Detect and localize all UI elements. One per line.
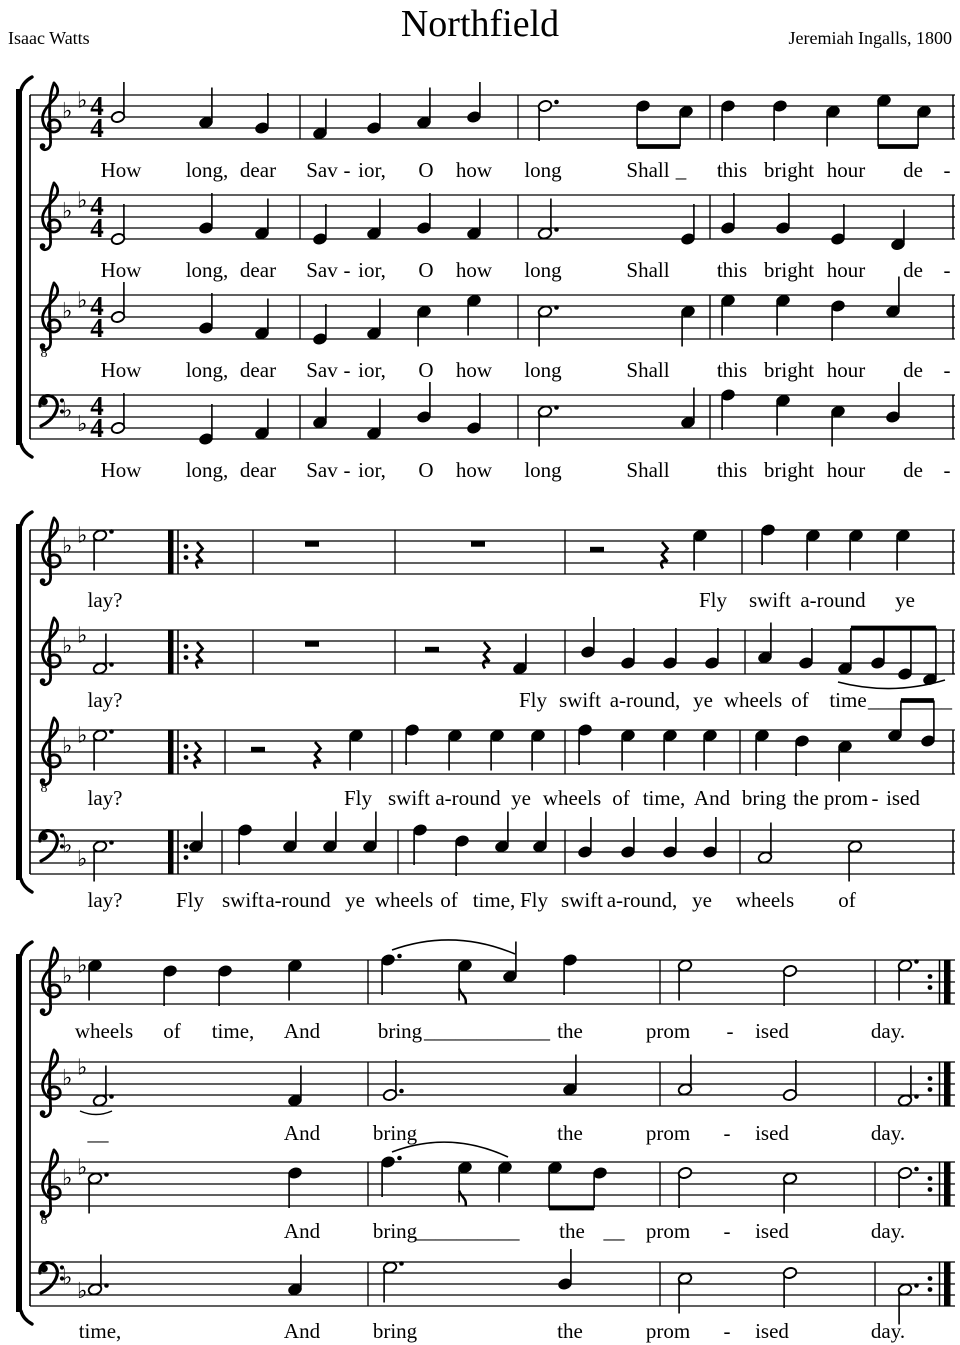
system-bracket [16,524,22,880]
lyric-syllable: a-round, [606,888,678,912]
time-signature: 4 [90,213,104,243]
lyric-syllable: How [100,458,142,482]
lyric-syllable: day. [870,1019,906,1043]
lyric-syllable: O [418,258,434,282]
treble-clef-icon [40,518,60,585]
lyric-syllable: wheels [74,1019,134,1043]
lyric-syllable: ye [692,888,712,912]
lyric-syllable: How [100,158,142,182]
lyric-syllable: lay? [87,688,123,712]
lyric-syllable: dear [239,158,277,182]
staff-bass [30,812,955,882]
lyric-syllable: Sav [306,258,338,282]
flat-sign-icon: ♭ [62,734,73,759]
lyric-syllable: long, [185,358,229,382]
lyric-syllable: time [829,688,867,712]
lyric-syllable: Shall [626,458,670,482]
lyric-syllable: ye [895,588,915,612]
flat-sign-icon: ♭ [77,847,88,872]
lyric-syllable: day. [870,1319,906,1343]
flat-sign-icon: ♭ [62,964,73,989]
lyric-syllable: wheels [735,888,795,912]
lyric-syllable: __ [603,1219,625,1243]
lyric-syllable: - [343,158,351,182]
lyric-syllable: Shall [626,358,670,382]
lyric-syllable: prom [645,1121,691,1145]
lyric-syllable: hour [826,458,866,482]
lyric-syllable: of [791,688,809,712]
lyric-syllable: Fly [175,888,205,912]
treble-clef-icon [40,948,60,1015]
flat-sign-icon: ♭ [77,523,88,549]
lyric-syllable: the [557,1121,583,1145]
lyric-syllable: O [418,458,434,482]
lyric-syllable: time, [642,786,686,810]
lyric-syllable: the [559,1219,585,1243]
octave-8-mark: 8 [40,781,48,796]
lyric-syllable: swift [388,786,430,810]
system-bracket [16,89,22,445]
lyric-syllable: ____________ [424,1019,550,1043]
lyric-syllable: a-round [800,588,866,612]
flat-sign-icon: ♭ [62,634,73,659]
flat-sign-icon: ♭ [62,1265,73,1291]
lyric-syllable: how [455,358,493,382]
lyric-syllable: ised [755,1319,789,1343]
staff-alto [30,617,955,689]
lyric-syllable: how [455,458,493,482]
lyric-syllable: How [100,258,142,282]
lyric-syllable: - [943,258,951,282]
lyric-syllable: bring [372,1319,418,1343]
lyric-syllable: the [557,1319,583,1343]
lyric-syllable: ior, [358,258,386,282]
lyric-syllable: time, [211,1019,255,1043]
lyric-syllable: Fly [519,888,549,912]
treble-clef-icon [40,1150,60,1217]
lyric-syllable: ised [886,786,920,810]
lyric-syllable: - [343,358,351,382]
system-3 [16,940,955,1325]
time-signature: 4 [90,391,104,421]
lyric-syllable: bright [763,358,815,382]
lyric-syllable: dear [239,458,277,482]
system-2 [16,512,955,892]
flat-sign-icon: ♭ [62,99,73,124]
lyric-syllable: this [716,258,748,282]
lyric-syllable: wheels [542,786,602,810]
lyric-syllable: How [100,358,142,382]
staff-tenor [30,701,955,797]
lyric-syllable: how [455,158,493,182]
time-signature: 4 [90,291,104,321]
lyric-syllable: day. [870,1219,906,1243]
flat-sign-icon: ♭ [77,288,88,314]
treble-clef-icon [40,183,60,250]
lyric-syllable: - [723,1319,731,1343]
lyric-syllable: hour [826,358,866,382]
lyric-syllable: a-round, [609,688,681,712]
lyric-syllable: ior, [358,158,386,182]
time-signature: 4 [90,313,104,343]
lyric-syllable: dear [239,258,277,282]
composer-credit: Jeremiah Ingalls, 1800 [788,28,952,48]
lyric-syllable: bright [763,258,815,282]
lyric-syllable: prom [645,1219,691,1243]
bass-clef-icon [40,396,64,426]
lyric-syllable: swift [559,688,601,712]
flat-sign-icon: ♭ [62,1066,73,1091]
lyric-syllable: ised [755,1121,789,1145]
lyric-syllable: this [716,458,748,482]
page-title: Northfield [400,3,560,45]
lyric-syllable: lay? [87,786,123,810]
flat-sign-icon: ♭ [77,953,88,979]
staff-tenor [30,1142,955,1228]
lyric-syllable: - [723,1121,731,1145]
lyric-syllable: long, [185,158,229,182]
lyric-syllable: - [343,258,351,282]
lyric-syllable: a-round [265,888,331,912]
lyric-syllable: hour [826,258,866,282]
lyric-syllable: Shall [626,258,670,282]
lyric-syllable: long, [185,458,229,482]
lyric-syllable: swift [749,588,791,612]
flat-sign-icon: ♭ [62,398,73,424]
lyric-syllable: ye [345,888,365,912]
flat-sign-icon: ♭ [62,1166,73,1191]
lyric-syllable: __________ [414,1219,520,1243]
lyric-syllable: - [943,358,951,382]
staff-alto [30,1050,955,1117]
flat-sign-icon: ♭ [77,723,88,749]
lyric-syllable: ior, [358,458,386,482]
lyric-syllable: long [524,258,562,282]
lyric-syllable: time, [472,888,516,912]
lyric-syllable: Sav [306,158,338,182]
lyric-syllable: - [723,1219,731,1243]
treble-clef-icon [40,283,60,350]
lyric-syllable: wheels [723,688,783,712]
lyric-syllable: wheels [374,888,434,912]
lyric-syllable: long [524,458,562,482]
octave-8-mark: 8 [40,1213,48,1228]
lyric-syllable: swift [222,888,264,912]
staff-treble [30,82,955,150]
system-1 [16,77,955,457]
treble-clef-icon [40,83,60,150]
treble-clef-icon [40,618,60,685]
lyric-syllable: Shall [626,158,670,182]
system-bracket [16,954,22,1312]
lyric-syllable: lay? [87,888,123,912]
lyric-syllable: Fly [518,688,548,712]
lyric-syllable: - [726,1019,734,1043]
lyric-syllable: this [716,358,748,382]
flat-sign-icon: ♭ [62,199,73,224]
lyric-syllable: de [903,358,923,382]
lyric-syllable: of [612,786,630,810]
lyric-syllable: - [943,158,951,182]
lyric-syllable: __ [87,1121,109,1145]
octave-8-mark: 8 [40,346,48,361]
lyric-syllable: And [693,786,731,810]
flat-sign-icon: ♭ [77,1055,88,1081]
lyric-syllable: bright [763,458,815,482]
lyric-syllable: the [793,786,819,810]
lyric-syllable: And [283,1019,321,1043]
lyric-syllable: And [283,1319,321,1343]
lyric-syllable: de [903,158,923,182]
lyric-syllable: - [871,786,879,810]
staff-bass [30,1249,955,1325]
lyric-syllable: how [455,258,493,282]
flat-sign-icon: ♭ [77,412,88,437]
treble-clef-icon [40,718,60,785]
lyric-syllable: _ [675,158,687,182]
staff-tenor [30,277,955,362]
lyric-syllable: de [903,458,923,482]
lyric-syllable: prom [823,786,869,810]
lyric-syllable: long, [185,258,229,282]
lyric-syllable: time, [78,1319,122,1343]
lyric-syllable: Fly [698,588,728,612]
lyric-syllable: de [903,258,923,282]
lyric-syllable: Sav [306,358,338,382]
lyric-syllable: swift [561,888,603,912]
lyric-syllable: ye [511,786,531,810]
flat-sign-icon: ♭ [77,1279,88,1304]
lyric-syllable: bring [741,786,787,810]
lyric-syllable: bring [377,1019,423,1043]
flat-sign-icon: ♭ [62,299,73,324]
flat-sign-icon: ♭ [77,88,88,114]
lyric-syllable: a-round [435,786,501,810]
lyric-syllable: lay? [87,588,123,612]
lyric-syllable: ye [693,688,713,712]
staff-treble [30,940,955,1015]
lyric-syllable: bring [372,1121,418,1145]
lyric-syllable: - [943,458,951,482]
lyric-syllable: of [838,888,856,912]
lyric-syllable: prom [645,1319,691,1343]
lyricist-credit: Isaac Watts [8,28,90,48]
lyric-syllable: long [524,158,562,182]
time-signature: 4 [90,113,104,143]
lyric-syllable: prom [645,1019,691,1043]
lyric-syllable: hour [826,158,866,182]
lyric-syllable: long [524,358,562,382]
lyric-syllable: the [557,1019,583,1043]
staff-alto [30,183,955,251]
flat-sign-icon: ♭ [77,623,88,649]
lyric-syllable: O [418,158,434,182]
time-signature: 4 [90,91,104,121]
lyric-syllable: of [440,888,458,912]
lyric-syllable: And [283,1121,321,1145]
lyric-syllable: ior, [358,358,386,382]
time-signature: 4 [90,191,104,221]
flat-sign-icon: ♭ [77,188,88,214]
lyric-syllable: Sav [306,458,338,482]
lyric-syllable: O [418,358,434,382]
lyric-syllable: Fly [343,786,373,810]
lyric-syllable: And [283,1219,321,1243]
lyric-syllable: - [343,458,351,482]
bass-clef-icon [40,831,64,861]
lyric-syllable: of [163,1019,181,1043]
staff-bass [30,382,955,447]
lyric-syllable: this [716,158,748,182]
lyric-syllable: dear [239,358,277,382]
lyric-syllable: bring [372,1219,418,1243]
treble-clef-icon [40,1050,60,1117]
time-signature: 4 [90,413,104,443]
flat-sign-icon: ♭ [62,833,73,859]
lyric-syllable: day. [870,1121,906,1145]
flat-sign-icon: ♭ [62,534,73,559]
flat-sign-icon: ♭ [77,1155,88,1181]
lyric-syllable: ________ [868,688,952,712]
staff-treble [30,518,955,585]
bass-clef-icon [40,1263,64,1293]
lyric-syllable: ised [755,1219,789,1243]
lyric-syllable: ised [755,1019,789,1043]
lyric-syllable: bright [763,158,815,182]
